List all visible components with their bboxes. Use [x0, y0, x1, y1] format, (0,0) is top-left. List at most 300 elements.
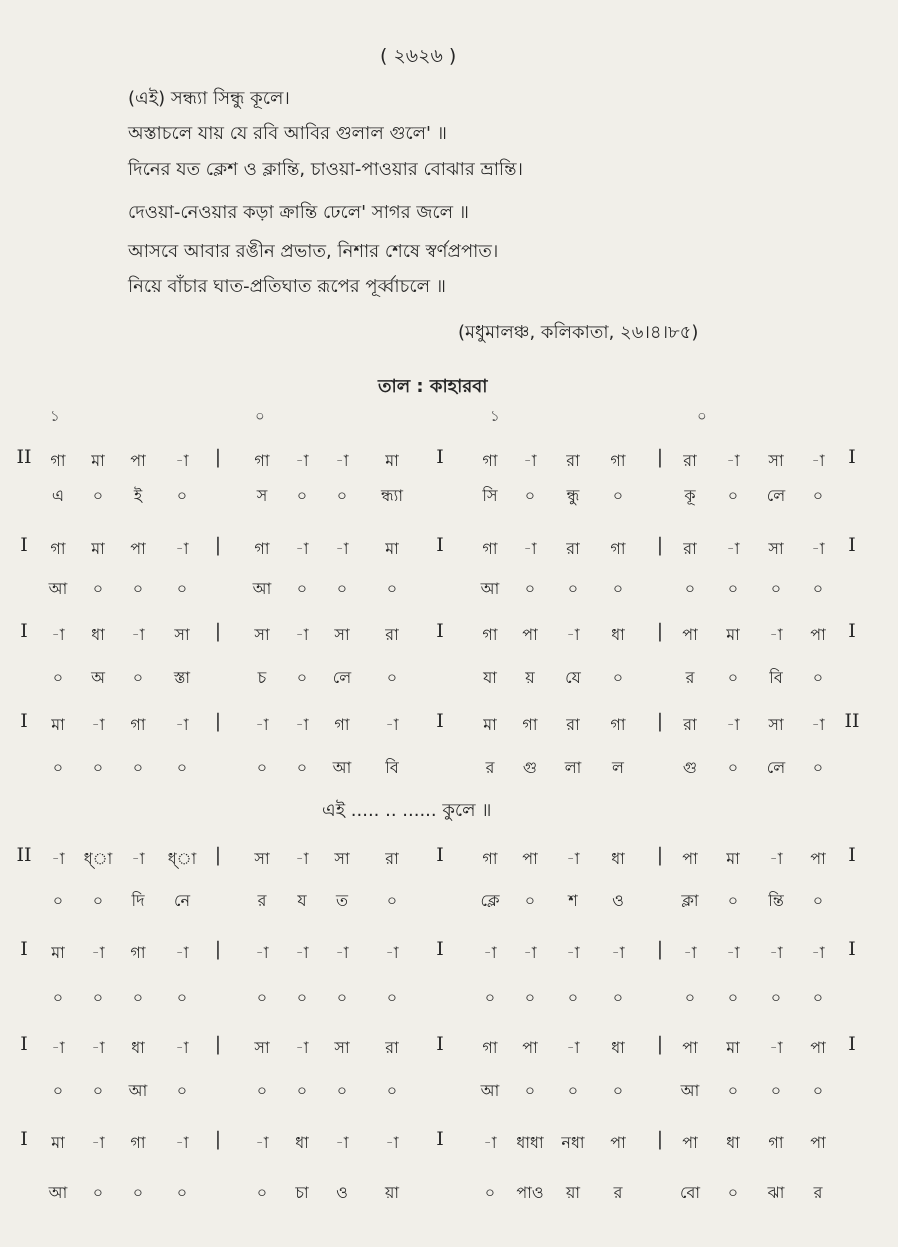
lyric-line: অস্তাচলে যায় যে রবি আবির গুলাল গুলে' ॥ — [128, 123, 447, 144]
lyric-syllable: র — [613, 1183, 623, 1202]
swara-note: মা — [51, 715, 65, 734]
bar-line: I — [848, 938, 856, 960]
swara-note: গা — [130, 1133, 146, 1152]
swara-row — [0, 536, 898, 566]
swara-note: সা — [174, 625, 190, 644]
bar-line: | — [656, 938, 664, 960]
swara-note: মা — [726, 625, 740, 644]
lyric-syllable: ০ — [770, 579, 782, 598]
bar-line: I — [20, 1033, 28, 1055]
lyric-syllable: ০ — [812, 891, 824, 910]
lyric-syllable: ০ — [92, 1081, 104, 1100]
lyric-syllable: ০ — [567, 1081, 579, 1100]
bar-line: | — [656, 1033, 664, 1055]
swara-note: -া — [385, 715, 399, 734]
lyric-syllable: ০ — [176, 988, 188, 1007]
swara-note: -া — [91, 715, 105, 734]
swara-note: পা — [522, 1038, 538, 1057]
swara-note: রা — [683, 451, 697, 470]
swara-note: গা — [130, 715, 146, 734]
lyric-syllable: যে — [565, 668, 581, 687]
swara-note: মা — [91, 539, 105, 558]
lyric-syllable: র — [813, 1183, 823, 1202]
swara-note: পা — [682, 1133, 698, 1152]
swara-note: -া — [175, 451, 189, 470]
swara-note: রা — [385, 1038, 399, 1057]
bar-line: I — [436, 534, 444, 556]
lyric-syllable: ০ — [612, 579, 624, 598]
swara-note: -া — [51, 849, 65, 868]
swara-note: পা — [130, 539, 146, 558]
bar-line: | — [656, 534, 664, 556]
lyric-syllable: ০ — [770, 1081, 782, 1100]
swara-note: মা — [385, 451, 399, 470]
lyric-syllable: ০ — [176, 486, 188, 505]
swara-note: -া — [769, 849, 783, 868]
bar-line: | — [214, 938, 222, 960]
swara-note: সা — [334, 849, 350, 868]
swara-note: ধা — [611, 625, 625, 644]
swara-note: ধা — [726, 1133, 740, 1152]
lyric-syllable: ০ — [92, 579, 104, 598]
lyric-syllable: ০ — [386, 891, 398, 910]
swara-note: -া — [769, 1038, 783, 1057]
lyric-syllable: ০ — [567, 579, 579, 598]
lyric-syllable: ০ — [727, 668, 739, 687]
swara-note: -া — [611, 943, 625, 962]
lyric-syllable: ০ — [132, 668, 144, 687]
lyric-syllable-row — [0, 755, 898, 785]
lyric-syllable: ০ — [727, 758, 739, 777]
lyric-syllable: ০ — [386, 668, 398, 687]
bar-line: | — [656, 710, 664, 732]
lyric-syllable: ০ — [612, 988, 624, 1007]
lyric-syllable: পাও — [516, 1183, 544, 1202]
lyric-syllable: য — [297, 891, 307, 910]
swara-note: -া — [175, 715, 189, 734]
lyric-syllable: অ — [91, 668, 105, 687]
lyric-syllable: ০ — [132, 988, 144, 1007]
swara-note: পা — [610, 1133, 626, 1152]
bar-line: | — [656, 620, 664, 642]
lyric-syllable: ০ — [727, 486, 739, 505]
bar-line: | — [214, 1128, 222, 1150]
swara-note: -া — [175, 1133, 189, 1152]
bar-line: | — [214, 844, 222, 866]
bar-line: | — [214, 710, 222, 732]
bar-line: | — [214, 1033, 222, 1055]
lyric-syllable: ০ — [727, 988, 739, 1007]
bar-line: I — [436, 710, 444, 732]
lyric-syllable: ০ — [727, 891, 739, 910]
swara-note: -া — [726, 943, 740, 962]
swara-note: -া — [726, 539, 740, 558]
lyric-syllable: লে — [766, 758, 786, 777]
bar-line: I — [20, 1128, 28, 1150]
swara-note: ধ্া — [83, 849, 113, 868]
beat-mark: ০ — [697, 407, 707, 425]
lyric-syllable: ০ — [524, 891, 536, 910]
swara-note: রা — [385, 849, 399, 868]
lyric-syllable: ০ — [296, 668, 308, 687]
swara-note: -া — [726, 715, 740, 734]
swara-note: রা — [566, 715, 580, 734]
swara-note: -া — [295, 539, 309, 558]
lyric-syllable: ০ — [524, 1081, 536, 1100]
lyric-syllable: ০ — [684, 579, 696, 598]
lyric-syllable: ০ — [336, 988, 348, 1007]
lyric-syllable: কূ — [684, 486, 696, 505]
lyric-syllable: ও — [612, 891, 624, 910]
lyric-syllable: ০ — [92, 758, 104, 777]
lyric-syllable: যা — [483, 668, 497, 687]
swara-note: গা — [482, 539, 498, 558]
page-number: ( ২৬২৬ ) — [380, 45, 457, 67]
swara-note: মা — [483, 715, 497, 734]
lyric-syllable: র — [685, 668, 695, 687]
lyric-syllable: ০ — [92, 486, 104, 505]
swara-note: ধাধা — [516, 1133, 544, 1152]
lyric-syllable: ০ — [52, 891, 64, 910]
lyric-syllable: ০ — [812, 668, 824, 687]
swara-note: মা — [91, 451, 105, 470]
lyric-syllable: আ — [480, 1081, 500, 1100]
swara-row — [0, 1035, 898, 1065]
swara-note: -া — [295, 625, 309, 644]
swara-note: -া — [385, 1133, 399, 1152]
bar-line: | — [214, 446, 222, 468]
lyric-syllable-row — [0, 985, 898, 1015]
lyric-syllable: ০ — [132, 758, 144, 777]
swara-note: -া — [566, 1038, 580, 1057]
swara-note: রা — [566, 539, 580, 558]
swara-note: সা — [768, 715, 784, 734]
swara-note: ধা — [131, 1038, 145, 1057]
swara-note: -া — [91, 1133, 105, 1152]
lyric-syllable: ০ — [524, 579, 536, 598]
bar-line: I — [20, 534, 28, 556]
swara-note: -া — [295, 849, 309, 868]
bar-line: I — [436, 1033, 444, 1055]
lyric-line: দেওয়া-নেওয়ার কড়া ক্রান্তি ঢেলে' সাগর জলে ॥ — [128, 202, 469, 223]
bar-line: I — [436, 938, 444, 960]
lyric-syllable: চ — [257, 668, 267, 687]
swara-note: -া — [51, 625, 65, 644]
lyric-syllable-row — [0, 665, 898, 695]
lyric-syllable: লা — [564, 758, 582, 777]
lyric-syllable: আ — [480, 579, 500, 598]
lyric-syllable: ০ — [812, 988, 824, 1007]
swara-note: -া — [566, 849, 580, 868]
swara-note: -া — [255, 943, 269, 962]
bar-line: II — [16, 844, 32, 866]
bar-line: I — [20, 710, 28, 732]
swara-note: -া — [523, 539, 537, 558]
lyric-syllable: এ — [51, 486, 65, 505]
swara-note: গা — [482, 849, 498, 868]
bar-line: I — [848, 620, 856, 642]
swara-note: সা — [254, 625, 270, 644]
swara-note: -া — [726, 451, 740, 470]
bar-line: II — [844, 710, 860, 732]
lyric-syllable: আ — [48, 579, 68, 598]
swara-note: -া — [91, 943, 105, 962]
lyric-syllable: ক্লা — [681, 891, 699, 910]
lyric-syllable: ০ — [612, 1081, 624, 1100]
lyric-syllable: আ — [48, 1183, 68, 1202]
lyric-syllable: ল — [612, 758, 624, 777]
swara-note: ধা — [295, 1133, 309, 1152]
swara-note: সা — [334, 625, 350, 644]
lyric-syllable: ০ — [567, 988, 579, 1007]
lyric-syllable: ঝা — [767, 1183, 785, 1202]
lyric-syllable: ০ — [812, 486, 824, 505]
bar-line: I — [848, 844, 856, 866]
bar-line: | — [214, 620, 222, 642]
beat-mark: ১ — [50, 407, 60, 425]
lyric-syllable: ০ — [296, 579, 308, 598]
lyric-syllable: ০ — [684, 988, 696, 1007]
swara-note: -া — [769, 943, 783, 962]
lyric-syllable: ০ — [484, 1183, 496, 1202]
lyric-syllable: ০ — [296, 1081, 308, 1100]
swara-note: গা — [254, 539, 270, 558]
swara-note: পা — [810, 625, 826, 644]
bar-line: I — [848, 1033, 856, 1055]
swara-row — [0, 712, 898, 742]
lyric-syllable: গু — [522, 758, 538, 777]
swara-note: ধা — [611, 1038, 625, 1057]
lyric-syllable: ০ — [612, 486, 624, 505]
lyric-syllable: ন্ধু — [566, 486, 580, 505]
lyric-syllable: ০ — [770, 988, 782, 1007]
swara-note: পা — [810, 1133, 826, 1152]
swara-note: পা — [522, 625, 538, 644]
swara-note: গা — [482, 1038, 498, 1057]
swara-note: -া — [91, 1038, 105, 1057]
bar-line: I — [436, 620, 444, 642]
bar-line: II — [16, 446, 32, 468]
swara-note: -া — [295, 943, 309, 962]
swara-row — [0, 940, 898, 970]
lyric-syllable: ০ — [176, 1081, 188, 1100]
swara-note: -া — [811, 715, 825, 734]
swara-note: সা — [334, 1038, 350, 1057]
lyric-syllable: আ — [332, 758, 352, 777]
swara-note: পা — [682, 625, 698, 644]
swara-note: ধা — [611, 849, 625, 868]
swara-note: -া — [335, 451, 349, 470]
swara-note: পা — [810, 849, 826, 868]
lyric-syllable: ০ — [92, 988, 104, 1007]
lyric-syllable: ০ — [296, 486, 308, 505]
swara-note: গা — [610, 451, 626, 470]
swara-note: -া — [335, 943, 349, 962]
lyric-syllable: ই — [133, 486, 143, 505]
lyric-syllable: লে — [332, 668, 352, 687]
lyric-syllable: লে — [766, 486, 786, 505]
lyric-syllable: বি — [769, 668, 783, 687]
lyric-syllable-row — [0, 1180, 898, 1210]
lyric-syllable: ০ — [256, 1183, 268, 1202]
beat-mark: ১ — [490, 407, 500, 425]
lyric-syllable: ০ — [812, 1081, 824, 1100]
swara-note: রা — [683, 715, 697, 734]
swara-note: গা — [254, 451, 270, 470]
swara-note: ধা — [91, 625, 105, 644]
swara-note: -া — [255, 1133, 269, 1152]
lyric-syllable: বি — [385, 758, 399, 777]
swara-note: সা — [254, 1038, 270, 1057]
swara-note: -া — [131, 625, 145, 644]
swara-note: পা — [130, 451, 146, 470]
lyric-syllable: ও — [336, 1183, 348, 1202]
lyric-line: (এই) সন্ধ্যা সিন্ধু কূলে। — [128, 88, 290, 109]
lyric-syllable: আ — [680, 1081, 700, 1100]
lyric-syllable: য় — [525, 668, 535, 687]
lyric-syllable: চা — [295, 1183, 309, 1202]
swara-note: -া — [385, 943, 399, 962]
swara-note: নধা — [561, 1133, 585, 1152]
swara-note: ধ্া — [167, 849, 197, 868]
lyric-syllable: ০ — [524, 486, 536, 505]
lyric-syllable: শ — [568, 891, 578, 910]
swara-note: মা — [51, 1133, 65, 1152]
swara-note: -া — [811, 451, 825, 470]
lyric-line: দিনের যত ক্লেশ ও ক্লান্তি, চাওয়া-পাওয়ার বোঝার ভ্রান্তি। — [128, 159, 523, 180]
lyric-syllable: ০ — [727, 1081, 739, 1100]
lyric-syllable: ০ — [336, 486, 348, 505]
lyric-syllable: য়া — [565, 1183, 581, 1202]
lyric-syllable: ০ — [132, 1183, 144, 1202]
lyric-syllable: ০ — [484, 988, 496, 1007]
bar-line: I — [436, 844, 444, 866]
swara-row — [0, 448, 898, 478]
swara-row — [0, 1130, 898, 1160]
lyric-syllable: র — [257, 891, 267, 910]
lyric-syllable: নে — [173, 891, 191, 910]
swara-note: মা — [385, 539, 399, 558]
lyric-syllable: ০ — [92, 1183, 104, 1202]
lyric-syllable: ক্লে — [480, 891, 500, 910]
swara-note: গা — [610, 715, 626, 734]
swara-row — [0, 622, 898, 652]
lyric-syllable: ন্ধ্যা — [381, 486, 403, 505]
swara-note: -া — [523, 943, 537, 962]
bar-line: I — [20, 620, 28, 642]
swara-note: পা — [810, 1038, 826, 1057]
lyric-syllable: স্তা — [173, 668, 191, 687]
lyric-syllable-row — [0, 888, 898, 918]
lyric-syllable: ত — [335, 891, 348, 910]
lyric-syllable-row — [0, 483, 898, 513]
lyric-syllable: ০ — [52, 1081, 64, 1100]
source-citation: (মধুমালঞ্চ, কলিকাতা, ২৬।৪।৮৫) — [458, 322, 699, 343]
swara-note: -া — [523, 451, 537, 470]
swara-note: মা — [726, 849, 740, 868]
lyric-syllable: আ — [128, 1081, 148, 1100]
lyric-syllable: ন্তি — [768, 891, 784, 910]
swara-note: গা — [482, 451, 498, 470]
swara-note: গা — [130, 943, 146, 962]
swara-note: -া — [335, 539, 349, 558]
lyric-syllable: ০ — [256, 988, 268, 1007]
lyric-syllable: ০ — [524, 988, 536, 1007]
swara-note: -া — [295, 451, 309, 470]
lyric-syllable: ০ — [612, 668, 624, 687]
bar-line: I — [848, 534, 856, 556]
bar-line: | — [656, 844, 664, 866]
lyric-syllable: ০ — [52, 988, 64, 1007]
swara-note: সা — [254, 849, 270, 868]
swara-note: -া — [131, 849, 145, 868]
lyric-syllable: সি — [482, 486, 498, 505]
lyric-syllable: আ — [252, 579, 272, 598]
lyric-syllable: বো — [679, 1183, 701, 1202]
swara-note: গা — [522, 715, 538, 734]
swara-note: -া — [566, 943, 580, 962]
lyric-syllable: ০ — [812, 758, 824, 777]
lyric-line: আসবে আবার রঙীন প্রভাত, নিশার শেষে স্বর্ণপ্রপাত। — [128, 241, 499, 262]
lyric-syllable: ০ — [336, 1081, 348, 1100]
swara-note: পা — [522, 849, 538, 868]
lyric-syllable: ০ — [386, 1081, 398, 1100]
lyric-line: নিয়ে বাঁচার ঘাত-প্রতিঘাত রূপের পূর্ব্বাচলে ॥ — [128, 276, 446, 297]
swara-note: -া — [811, 943, 825, 962]
swara-note: গা — [610, 539, 626, 558]
bar-line: I — [436, 446, 444, 468]
lyric-syllable: স — [256, 486, 268, 505]
swara-note: গা — [334, 715, 350, 734]
swara-note: -া — [683, 943, 697, 962]
lyric-syllable: ০ — [386, 988, 398, 1007]
lyric-syllable: ০ — [92, 891, 104, 910]
lyric-syllable: ০ — [52, 758, 64, 777]
lyric-syllable: ০ — [256, 1081, 268, 1100]
swara-note: -া — [295, 715, 309, 734]
swara-note: -া — [51, 1038, 65, 1057]
lyric-syllable: ০ — [132, 579, 144, 598]
taal-heading: তাল : কাহারবা — [378, 376, 488, 397]
beat-mark: ০ — [255, 407, 265, 425]
swara-note: রা — [683, 539, 697, 558]
swara-note: সা — [768, 451, 784, 470]
lyric-syllable: ০ — [176, 758, 188, 777]
lyric-syllable: র — [485, 758, 495, 777]
swara-note: গা — [768, 1133, 784, 1152]
lyric-syllable: ০ — [176, 1183, 188, 1202]
swara-note: -া — [255, 715, 269, 734]
bar-line: I — [436, 1128, 444, 1150]
swara-note: রা — [566, 451, 580, 470]
swara-note: মা — [726, 1038, 740, 1057]
lyric-syllable-row — [0, 1078, 898, 1108]
swara-note: -া — [483, 943, 497, 962]
bar-line: I — [848, 446, 856, 468]
swara-note: রা — [385, 625, 399, 644]
lyric-syllable: ০ — [727, 1183, 739, 1202]
swara-note: -া — [769, 625, 783, 644]
lyric-syllable: ০ — [386, 579, 398, 598]
refrain-line: এই ..... .. ...... কুলে ॥ — [322, 800, 492, 821]
bar-line: | — [656, 446, 664, 468]
swara-note: গা — [482, 625, 498, 644]
lyric-syllable: ০ — [256, 758, 268, 777]
swara-note: -া — [811, 539, 825, 558]
swara-note: গা — [50, 539, 66, 558]
swara-note: -া — [566, 625, 580, 644]
swara-note: -া — [175, 539, 189, 558]
